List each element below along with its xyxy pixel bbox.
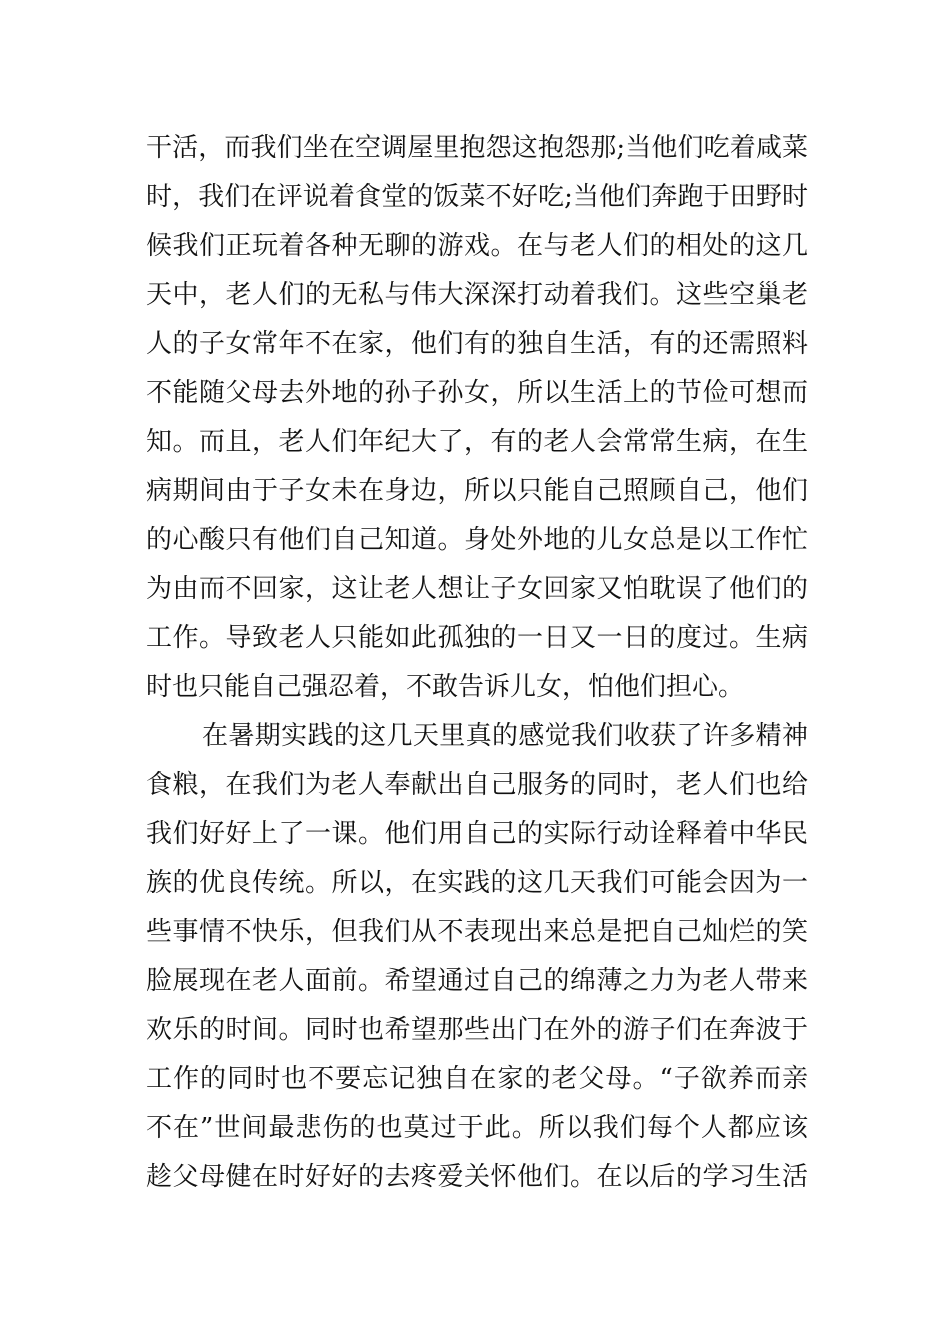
text-line: 我们好好上了一课。他们用自己的实际行动诠释着中华民: [146, 819, 808, 849]
text-line: 时，我们在评说着食堂的饭菜不好吃;当他们奔跑于田野时: [146, 182, 808, 212]
text-line: 趁父母健在时好好的去疼爱关怀他们。在以后的学习生活: [146, 1162, 808, 1192]
text-line: 族的优良传统。所以，在实践的这几天我们可能会因为一: [146, 868, 808, 898]
text-line: 知。而且，老人们年纪大了，有的老人会常常生病，在生: [146, 427, 808, 457]
text-line: 食粮，在我们为老人奉献出自己服务的同时，老人们也给: [146, 770, 808, 800]
text-line: 的心酸只有他们自己知道。身处外地的儿女总是以工作忙: [146, 525, 808, 555]
text-line: 干活，而我们坐在空调屋里抱怨这抱怨那;当他们吃着咸菜: [146, 133, 808, 163]
text-line: 工作的同时也不要忘记独自在家的老父母。“子欲养而亲: [146, 1064, 808, 1094]
text-line: 些事情不快乐，但我们从不表现出来总是把自己灿烂的笑: [146, 917, 808, 947]
text-line: 工作。导致老人只能如此孤独的一日又一日的度过。生病: [146, 623, 808, 653]
text-line: 人的子女常年不在家，他们有的独自生活，有的还需照料: [146, 329, 808, 359]
text-line: 不能随父母去外地的孙子孙女，所以生活上的节俭可想而: [146, 378, 808, 408]
paragraph-first-line: 在暑期实践的这几天里真的感觉我们收获了许多精神: [202, 721, 808, 751]
body-text: [146, 124, 808, 1202]
text-line: 天中，老人们的无私与伟大深深打动着我们。这些空巢老: [146, 280, 808, 310]
text-line: 不在”世间最悲伤的也莫过于此。所以我们每个人都应该: [146, 1113, 808, 1143]
text-line: 病期间由于子女未在身边，所以只能自己照顾自己，他们: [146, 476, 808, 506]
text-line: 欢乐的时间。同时也希望那些出门在外的游子们在奔波于: [146, 1015, 808, 1045]
text-line: 候我们正玩着各种无聊的游戏。在与老人们的相处的这几: [146, 231, 808, 261]
paragraph-last-line: 时也只能自己强忍着，不敢告诉儿女，怕他们担心。: [146, 672, 745, 702]
text-line: 脸展现在老人面前。希望通过自己的绵薄之力为老人带来: [146, 966, 808, 996]
text-line: 为由而不回家，这让老人想让子女回家又怕耽误了他们的: [146, 574, 808, 604]
